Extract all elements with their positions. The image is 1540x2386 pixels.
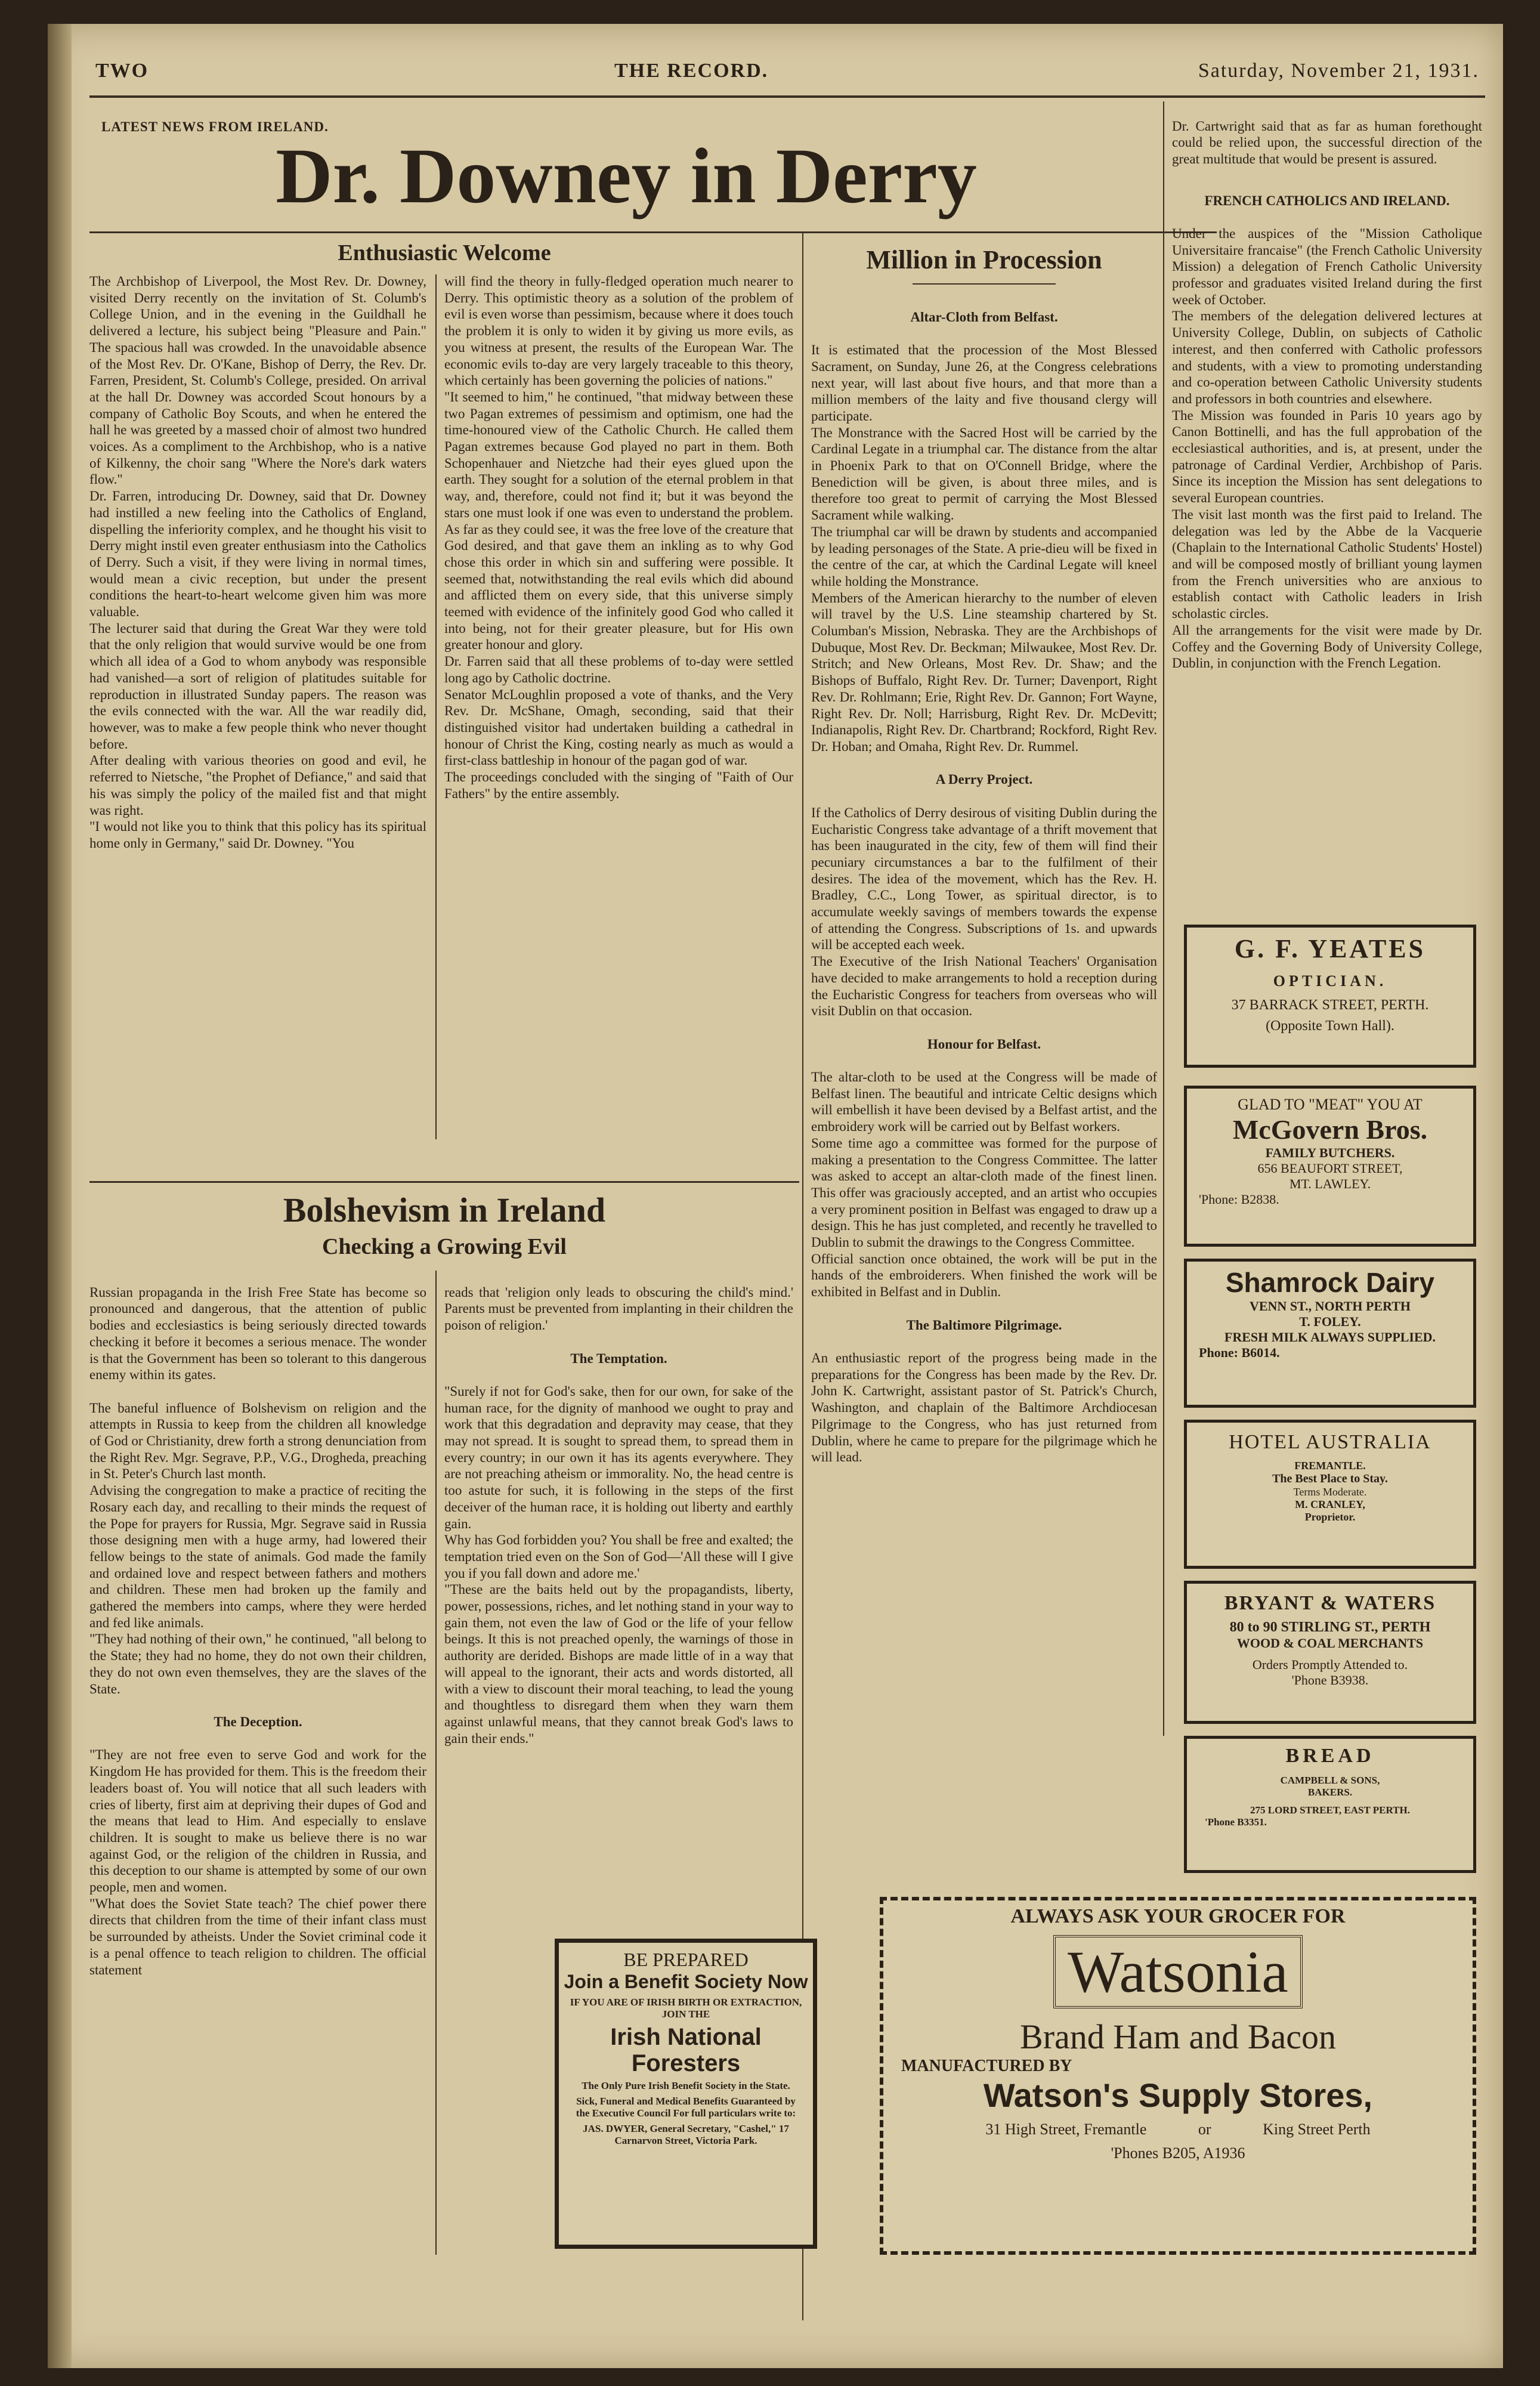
- lead-column-1: The Archbishop of Liverpool, the Most Rev. Dr. Downey, visited Derry recently on the invitation of St. Columb's College Union, and in the evening in the Guildhall he delivered a lecture, his subject being "Pleasure and Pain." The spacious hall was crowded. In the unavoidable absence of the Most Rev. Dr. O'Kane, Bishop of Derry, the Rev. Dr. Farren, President, St. Columb's College, presided. On arrival at the hall Dr. Downey was accorded Scout honours by a company of Catholic Boy Scouts, and when he entered the hall he was greeted by a massed choir of almost two hundred voices. As a compliment to the Archbishop, who is a native of Kilkenny, the choir sang "Where the Nore's dark waters flow." Dr. Farren, introducing Dr. Downey, said that Dr. Downey had instilled a new feeling into the Catholics of England, dispelling the inferiority complex, and he thought his visit to Derry might instil even greater enthusiasm into the Catholics of Derry. Such a visit, if they were living in normal times, would mean a civic reception, but under the present conditions the heart-to-heart welcome given him was more valuable. The lecturer said that during the Great War they were told that the only religion that would survive would be one from which all idea of a God to whom anybody was responsible had vanished—a sort of religion of platitudes suitable for reproduction in illustrated Sunday papers. The reason was the evils connected with the war. All the war readily did, however, was to make a few people think who never thought before. After dealing with various theories on good and evil, he referred to Nietsche, "the Prophet of Defiance," and said that his was simply the policy of the mailed fist and that might was right. "I would not like you to think that this policy has its spiritual home only in Germany," said Dr. Downey. "You: [89, 274, 426, 851]
- ad-shamrock: [1184, 1259, 1476, 1408]
- ad-brand: Watsonia: [1053, 1935, 1303, 2008]
- subhead: Altar-Cloth from Belfast.: [910, 309, 1058, 324]
- ad-line: Join a Benefit Society Now: [564, 1971, 808, 1992]
- binding-spine: [48, 24, 72, 2368]
- lead-column-2: will find the theory in fully-fledged operation much nearer to Derry. This optimistic theory as a solution of the problem of evil is even worse than pessimism, because where it does touch the problem it is only to widen it by giving us more evils, as you witness at present, the results of the European War. The economic evils to-day are very largely traceable to this theory, which certainly has been governing the policies of nations." "It seemed to him," he continued, "that midway between these two Pagan extremes of pessimism and optimism, one had the time-honoured view of the Catholic Church. He called them Pagan extremes because God played no part in them. Both Schopenhauer and Nietzche had their eyes glued upon the earth. They sought for a solution of the eternal problem in that way, and, therefore, could not find it; but it was beyond the stars one must look if one was even to understand the problem. As far as they could see, it was the free love of the creature that God desired, and that gave them an inkling as to why God chose this order in which sin and suffering were possible. It seemed that, notwithstanding the real evils which did abound and afflicted them on every side, that this universe simply teemed with evidence of the infinitely good God who called it into being, not for their greater pleasure, but for His own greater honour and glory. Dr. Farren said that all these problems of to-day were settled long ago by Catholic doctrine. Senator McLoughlin proposed a vote of thanks, and the Very Rev. Dr. McShane, Omagh, seconding, said that their distinguished visitor had undertaken building a cathedral in honour of Christ the King, costing nearly as much as would a first-class battleship in honour of the pagan god of war. The proceedings concluded with the singing of "Faith of Our Fathers" by the entire assembly.: [444, 274, 793, 801]
- procession-column: [811, 292, 1157, 1482]
- subhead: The Deception.: [214, 1714, 302, 1729]
- ad-firm: Watson's Supply Stores,: [983, 2076, 1373, 2114]
- bolshevism-headline: Bolshevism in Ireland: [283, 1191, 606, 1229]
- masthead: THE RECORD.: [614, 60, 769, 82]
- ad-bread: [1184, 1736, 1476, 1873]
- ad-line: The Best Place to Stay.: [1272, 1472, 1388, 1485]
- column-rule: [435, 274, 437, 1139]
- procession-body-3: The altar-cloth to be used at the Congress will be made of Belfast linen. The beautiful and intricate Celtic designs which will embellish it have been devised by a Belfast artist, and the embroidery work will be carried out by Belfast workers. Some time ago a committee was formed for the purpose of making a presentation to the Congress Committee. The latter was asked to accept an altar-cloth made of the finest linen. This offer was graciously accepted, and an artist who occupies a very prominent position in Belfast was engaged to draw up a design. This he has just completed, and recently he travelled to Dublin to submit the drawings to the Congress Committee. Official sanction once obtained, the work will be put in the hands of the embroiderers. When finished the work will be exhibited in Belfast and in Dublin.: [811, 1070, 1157, 1300]
- cartwright-text: Dr. Cartwright said that as far as human forethought could be relied upon, the successful direction of the great multitude that would be present is assured.: [1172, 118, 1482, 167]
- ad-line: 656 BEAUFORT STREET,: [1257, 1161, 1403, 1176]
- ad-line: FRESH MILK ALWAYS SUPPLIED.: [1224, 1330, 1436, 1345]
- ad-line: 37 BARRACK STREET, PERTH.: [1231, 997, 1429, 1013]
- page-number: TWO: [95, 60, 149, 82]
- newspaper-page: [89, 42, 1485, 2356]
- ad-line: ALWAYS ASK YOUR GROCER FOR: [1010, 1905, 1346, 1927]
- ad-line: Sick, Funeral and Medical Benefits Guaranteed by the Executive Council For full particulars write to:: [576, 2096, 796, 2119]
- ad-line: IF YOU ARE OF IRISH BIRTH OR EXTRACTION, JOIN THE: [570, 1996, 802, 2020]
- ad-title: G. F. YEATES: [1234, 934, 1426, 963]
- ad-line: Proprietor.: [1304, 1511, 1356, 1523]
- bolshevism-text: Russian propaganda in the Irish Free State has become so pronounced and dangerous, that the attention of public bodies and ecclesiastics is being seriously directed towards checking it before it becomes a serious menace. The wonder is that the Government has been so tolerant to this dangerous enemy within its gates. The baneful influence of Bolshevism on religion and the attempts in Russia to keep from the children all knowledge of God or Christianity, drew forth a strong denunciation from the Right Rev. Mgr. Segrave, P.P., V.G., Drogheda, preaching in St. Peter's Church last month. Advising the congregation to make a practice of reciting the Rosary each day, and recalling to their minds the request of the Pope for prayers for Russia, Mgr. Segrave said in Russia those designing men with a huge army, had lowered their fellow beings to the state of animals. God made the family and ordained love and respect between fathers and mothers and children. These men had broken up the family and gathered the members into camps, where they were herded and fed like animals. "They had nothing of their own," he continued, "all belong to the State; they had no home, they do not own their children, they do not own even themselves, they are the slaves of the State.: [89, 1284, 426, 1696]
- bolshevism-column-1: [89, 1268, 426, 1995]
- procession-body-4: An enthusiastic report of the progress being made in the preparations for the Congress has been made by the Rev. Dr. John K. Cartwright, assistant pastor of St. Patrick's Church, Washington, and chaplain of the Baltimore Archdiocesan Pilgrimage to the Congress, who has just returned from Dublin, where he came to prepare for the pilgrimage which he will lead.: [811, 1350, 1157, 1465]
- kicker: LATEST NEWS FROM IRELAND.: [101, 119, 329, 134]
- ad-address: [883, 2121, 1473, 2138]
- ad-title: Shamrock Dairy: [1225, 1267, 1435, 1298]
- bolshevism-text: "Surely if not for God's sake, then for our own, for sake of the human race, for the dignity of manhood we ought to pray and work that this degradation and depravity may cease, that they may not spread. It is sought to spread them, to spread them in every country; in our own it has its agents everywhere. They are not preaching atheism or immorality. No, the head centre is too astute for such, it is following in the steps of the first deceiver of the human race, it is holding out liberty and earthly gain. Why has God forbidden you? You shall be free and exalted; the temptation tried even on the Son of God—'All these will I give you if you fall down and adore me.' "These are the baits held out by the propagandists, liberty, power, possessions, riches, and let nothing stand in your way to gain them, not even the law of God or the life of your fellow beings. It this is not preached openly, the warnings of those in authority are derided. Bishops are made little of in a way that will appeal to the ignorant, their acts and words distorted, all with a view to discount their moral teaching, to lead the young and thoughtless to disregard them when they warn them against unlawful means, that they cannot break God's laws to gain their ends.": [444, 1383, 793, 1746]
- ad-bryant-waters: [1184, 1581, 1476, 1724]
- ad-title: HOTEL AUSTRALIA: [1229, 1431, 1431, 1453]
- page-header: [89, 42, 1485, 98]
- procession-body-2: If the Catholics of Derry desirous of visiting Dublin during the Eucharistic Congress take advantage of a thrift movement that has been inaugurated in the city, few of them will find their pecuniary circumstances a bar to the fulfilment of their desires. The idea of the movement, which has the Rev. H. Bradley, C.C., Long Tower, as spiritual director, is to accumulate weekly savings of members towards the expense of attending the Congress. Subscriptions of 1s. and upwards will be accepted each week. The Executive of the Irish National Teachers' Organisation have decided to make arrangements to hold a reception during the Eucharistic Congress for teachers from overseas who will visit Dublin on that occasion.: [811, 805, 1157, 1019]
- ad-phones: 'Phones B205, A1936: [1111, 2144, 1245, 2162]
- ad-line: 'Phone: B2838.: [1199, 1192, 1279, 1207]
- ad-line: OPTICIAN.: [1273, 972, 1387, 990]
- ad-title: BRYANT & WATERS: [1224, 1592, 1436, 1614]
- subhead: The Baltimore Pilgrimage.: [906, 1317, 1062, 1333]
- ad-watsonia: [880, 1897, 1476, 2255]
- bolshevism-column-2: [444, 1268, 793, 1763]
- procession-headline: Million in Procession: [866, 245, 1102, 274]
- lead-headline: Dr. Downey in Derry: [276, 132, 977, 220]
- ad-line: Terms Moderate.: [1293, 1486, 1367, 1498]
- ad-line: 'Phone B3351.: [1205, 1816, 1267, 1828]
- ad-line: CAMPBELL & SONS,: [1280, 1775, 1380, 1786]
- section-heading: Enthusiastic Welcome: [338, 240, 551, 265]
- ad-line: Brand Ham and Bacon: [1020, 2017, 1336, 2056]
- ad-line: WOOD & COAL MERCHANTS: [1236, 1636, 1424, 1651]
- ad-line: (Opposite Town Hall).: [1266, 1018, 1394, 1034]
- ad-line: GLAD TO "MEAT" YOU AT: [1238, 1096, 1423, 1113]
- ad-line: The Only Pure Irish Benefit Society in the State.: [582, 2080, 790, 2091]
- ad-line: 'Phone B3938.: [1291, 1673, 1369, 1687]
- subhead: The Temptation.: [570, 1350, 667, 1366]
- french-heading: FRENCH CATHOLICS AND IRELAND.: [1204, 193, 1450, 208]
- bolshevism-text: "They are not free even to serve God and work for the Kingdom He has provided for them. This is the freedom their leaders boast of. You will notice that all such leaders with cries of liberty, first aim at depriving their dupes of God and the means that lead to Him. And especially to enslave children. It is sought to make us believe there is no war against God, or the religion of the children in Russia, and this deception to our shame is attempted by some of our own people, men and women. "What does the Soviet State teach? The chief power there directs that children from the time of their infant class must be surrounded by atheists. Under the Soviet criminal code it is a penal offence to teach religion to children. The official statement: [89, 1747, 426, 1977]
- ad-yeates: [1184, 925, 1476, 1068]
- ad-title: McGovern Bros.: [1232, 1114, 1428, 1145]
- ad-foresters: [555, 1939, 817, 2249]
- rule: [89, 231, 1217, 233]
- bolshevism-text: reads that 'religion only leads to obscuring the child's mind.' Parents must be prevented from implanting in their children the poison of religion.': [444, 1284, 793, 1333]
- ad-line: MT. LAWLEY.: [1289, 1176, 1371, 1191]
- ad-title: BREAD: [1285, 1745, 1375, 1767]
- ad-line: BAKERS.: [1307, 1787, 1353, 1798]
- column-rule: [1163, 101, 1164, 1736]
- ad-hotel-australia: [1184, 1420, 1476, 1569]
- ad-line: 275 LORD STREET, EAST PERTH.: [1250, 1804, 1410, 1816]
- ad-line: T. FOLEY.: [1299, 1314, 1361, 1329]
- ad-or: or: [1198, 2121, 1211, 2138]
- ad-line: Phone: B6014.: [1199, 1345, 1280, 1360]
- ad-line: M. CRANLEY,: [1295, 1498, 1365, 1510]
- french-text: Under the auspices of the "Mission Catholique Universitaire francaise" (the French Catholic University Mission) a delegation of French Catholic University professor and graduates visited Ireland during the first week of October. The members of the delegation delivered lectures at University College, Dublin, on subjects of Catholic interest, and then conferred with Catholic professors and students, with a view to promoting understanding and co-operation between Catholic University students and professors in both countries and elsewhere. The Mission was founded in Paris 10 years ago by Canon Bottinelli, and has the full approbation of the ecclesiastical authorities, and is, at present, under the patronage of Cardinal Verdier, Archbishop of Paris. Since its inception the Mission has sent delegations to several European countries. The visit last month was the first paid to Ireland. The delegation was led by the Abbe de la Vacquerie (Chaplain to the International Catholic Students' Hostel) and will be composed mostly of brilliant young laymen from the French universities who are anxious to establish contact with Catholic leaders in Irish scholastic circles. All the arrangements for the visit were made by Dr. Coffey and the Governing Body of University College, Dublin, in conjunction with the French Legation.: [1172, 225, 1482, 671]
- column-four: [1172, 101, 1482, 688]
- ad-line: JAS. DWYER, General Secretary, "Cashel," 17 Carnarvon Street, Victoria Park.: [583, 2123, 789, 2146]
- ad-line: FREMANTLE.: [1294, 1460, 1366, 1472]
- rule: [913, 283, 1056, 285]
- newspaper-sheet: [48, 24, 1503, 2368]
- bolshevism-subtitle: Checking a Growing Evil: [322, 1234, 567, 1259]
- ad-line: BE PREPARED: [623, 1949, 749, 1970]
- ad-address-1: 31 High Street, Fremantle: [985, 2121, 1147, 2138]
- ad-line: FAMILY BUTCHERS.: [1265, 1145, 1395, 1160]
- subhead: A Derry Project.: [935, 772, 1033, 787]
- column-rule: [435, 1271, 437, 2255]
- procession-body-1: It is estimated that the procession of the Most Blessed Sacrament, on Sunday, June 26, at the Congress celebrations next year, will last about five hours, and that more than a million members of the laity and five thousand clergy will participate. The Monstrance with the Sacred Host will be carried by the Cardinal Legate in a triumphal car. The distance from the altar in Phoenix Park to that on O'Connell Bridge, where the Benediction will be given, is about three miles, and is therefore too great to permit of carrying the Most Blessed Sacrament while walking. The triumphal car will be drawn by students and accompanied by leading personages of the State. A prie-dieu will be fixed in the centre of the car, at which the Cardinal Legate will kneel while holding the Monstrance. Members of the American hierarchy to the number of eleven will travel by the U.S. Line steamship chartered by St. Columban's Mission, Nebraska. They are the Archbishops of Dubuque, Most Rev. Dr. Beckman; Milwaukee, Most Rev. Dr. Stritch; and New Orleans, Most Rev. Dr. Shaw; and the Bishops of Buffalo, Right Rev. Dr. Turner; Davenport, Right Rev. Dr. Rohlmann; Erie, Right Rev. Dr. Gannon; Fort Wayne, Right Rev. Dr. Noll; Harrisburg, Right Rev. Dr. McDevitt; Indianapolis, Right Rev. Dr. Chartbrand; Rockford, Right Rev. Dr. Hoban; and Omaha, Right Rev. Dr. Rummel.: [811, 342, 1157, 754]
- rule: [89, 1181, 799, 1183]
- ad-mcgovern: [1184, 1086, 1476, 1247]
- ad-address-2: King Street Perth: [1263, 2121, 1371, 2138]
- ad-line: VENN ST., NORTH PERTH: [1249, 1299, 1411, 1313]
- ad-line: MANUFACTURED BY: [901, 2057, 1072, 2075]
- issue-date: Saturday, November 21, 1931.: [1198, 60, 1479, 82]
- ad-line: 80 to 90 STIRLING ST., PERTH: [1229, 1619, 1431, 1635]
- ad-title: Irish National Foresters: [610, 2024, 762, 2076]
- ad-line: Orders Promptly Attended to.: [1252, 1657, 1408, 1672]
- subhead: Honour for Belfast.: [927, 1036, 1041, 1052]
